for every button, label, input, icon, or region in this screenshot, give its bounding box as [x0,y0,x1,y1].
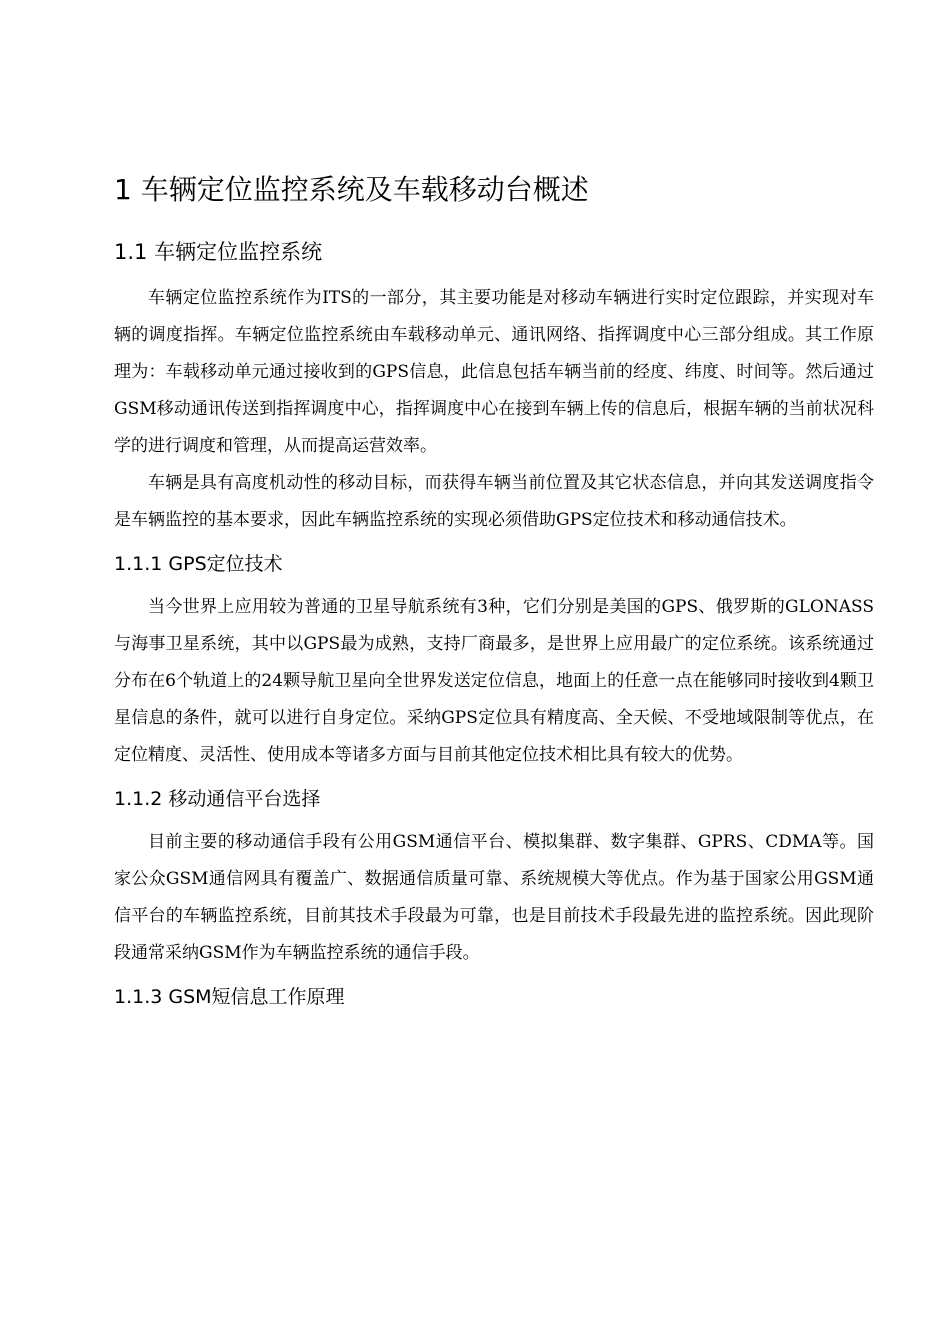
section-heading-1-1: 1.1 车辆定位监控系统 [114,240,323,264]
section-heading-1-1-2: 1.1.2 移动通信平台选择 [114,788,321,810]
chapter-title: 1 车辆定位监控系统及车载移动台概述 [114,173,589,206]
section-1-1-2-paragraph-1: 目前主要的移动通信手段有公用GSM通信平台、模拟集群、数字集群、GPRS、CDMA等。国家公众GSM通信网具有覆盖广、数据通信质量可靠、系统规模大等优点。作为基于国家公用GSM通信平台的车辆监控系统，目前其技术手段最为可靠，也是目前技术手段最先进的监控系统。因此现阶段通常采纳GSM作为车辆监控系统的通信手段。 [114,832,874,963]
section-heading-1-1-3: 1.1.3 GSM短信息工作原理 [114,986,345,1008]
section-heading-1-1-1: 1.1.1 GPS定位技术 [114,553,283,575]
section-1-1-1-paragraph-1: 当今世界上应用较为普通的卫星导航系统有3种，它们分别是美国的GPS、俄罗斯的GLONASS与海事卫星系统，其中以GPS最为成熟，支持厂商最多，是世界上应用最广的定位系统。该系统通过分布在6个轨道上的24颗导航卫星向全世界发送定位信息，地面上的任意一点在能够同时接收到4颗卫星信息的条件，就可以进行自身定位。采纳GPS定位具有精度高、全天候、不受地域限制等优点，在定位精度、灵活性、使用成本等诸多方面与目前其他定位技术相比具有较大的优势。 [114,597,874,765]
section-1-1-paragraph-1: 车辆定位监控系统作为ITS的一部分，其主要功能是对移动车辆进行实时定位跟踪，并实现对车辆的调度指挥。车辆定位监控系统由车载移动单元、通讯网络、指挥调度中心三部分组成。其工作原理为：车载移动单元通过接收到的GPS信息，此信息包括车辆当前的经度、纬度、时间等。然后通过GSM移动通讯传送到指挥调度中心，指挥调度中心在接到车辆上传的信息后，根据车辆的当前状况科学的进行调度和管理，从而提高运营效率。 [114,288,874,456]
section-1-1-paragraph-2: 车辆是具有高度机动性的移动目标，而获得车辆当前位置及其它状态信息，并向其发送调度指令是车辆监控的基本要求，因此车辆监控系统的实现必须借助GPS定位技术和移动通信技术。 [114,473,874,530]
document-page [114,170,874,1022]
